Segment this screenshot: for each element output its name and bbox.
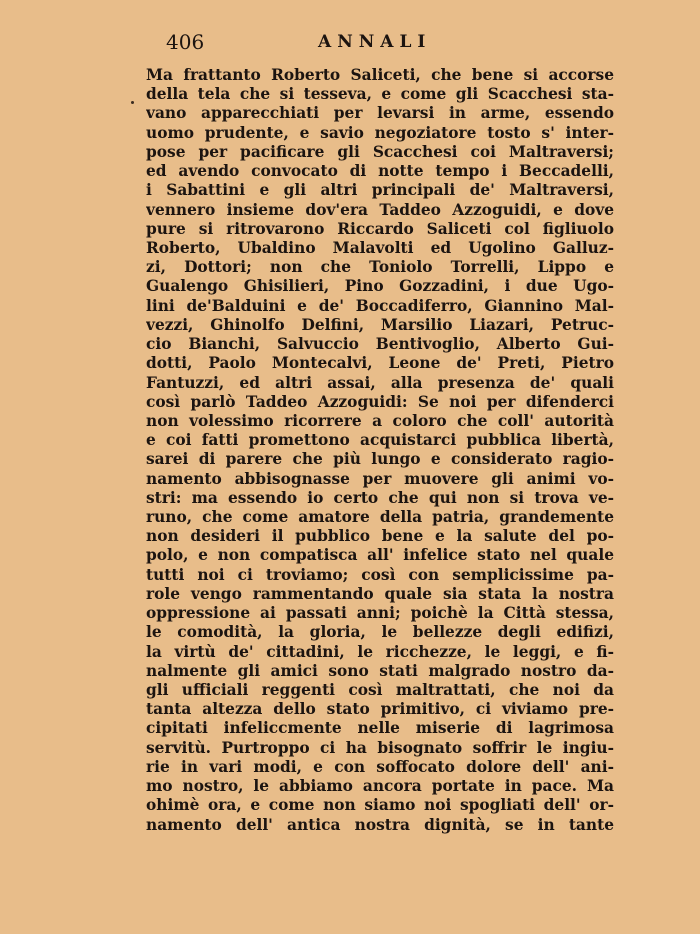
text-line: polo, e non compatisca all' infelice stato nel quale (146, 546, 614, 565)
text-line: tanta altezza dello stato primitivo, ci viviamo pre- (146, 700, 614, 719)
text-line: pure si ritrovarono Riccardo Saliceti col figliuolo (146, 219, 614, 238)
text-line: tutti noi ci troviamo; così con semplicissime pa- (146, 565, 614, 584)
text-line: Fantuzzi, ed altri assai, alla presenza de' quali (146, 373, 614, 392)
text-line: i Sabattini e gli altri principali de' Maltraversi, (146, 181, 614, 200)
text-line: non volessimo ricorrere a coloro che coll' autorità (146, 411, 614, 430)
text-line: non desideri il pubblico bene e la salute del po- (146, 527, 614, 546)
text-line: vano apparecchiati per levarsi in arme, essendo (146, 104, 614, 123)
text-line: lini de'Balduini e de' Boccadiferro, Giannino Mal- (146, 296, 614, 315)
text-line: così parlò Taddeo Azzoguidi: Se noi per difenderci (146, 392, 614, 411)
text-line: rie in vari modi, e con soffocato dolore dell' ani- (146, 757, 614, 776)
text-line: sarei di parere che più lungo e considerato ragio- (146, 450, 614, 469)
text-line: ohimè ora, e come non siamo noi spogliati dell' or- (146, 796, 614, 815)
text-line: Roberto, Ubaldino Malavolti ed Ugolino Galluz- (146, 238, 614, 257)
text-line: e coi fatti promettono acquistarci pubblica libertà, (146, 431, 614, 450)
page-number: 406 (166, 30, 205, 54)
text-line: della tela che si tesseva, e come gli Scacchesi sta- (146, 85, 614, 104)
text-line: role vengo rammentando quale sia stata la nostra (146, 584, 614, 603)
text-line: uomo prudente, e savio negoziatore tosto s' inter- (146, 123, 614, 142)
text-line: servitù. Purtroppo ci ha bisognato soffrir le ingiu- (146, 738, 614, 757)
body-text (146, 66, 614, 835)
running-title: ANNALI (318, 32, 432, 52)
text-line: oppressione ai passati anni; poichè la Città stessa, (146, 604, 614, 623)
text-line: le comodità, la gloria, le bellezze degli edifizi, (146, 623, 614, 642)
ink-speck (131, 101, 134, 104)
text-line: vezzi, Ghinolfo Delfini, Marsilio Liazari, Petruc- (146, 315, 614, 334)
text-line: cipitati infeliccmente nelle miserie di lagrimosa (146, 719, 614, 738)
text-line: vennero insieme dov'era Taddeo Azzoguidi, e dove (146, 200, 614, 219)
text-line: zi, Dottori; non che Toniolo Torrelli, Lippo e (146, 258, 614, 277)
text-line: pose per pacificare gli Scacchesi coi Maltraversi; (146, 142, 614, 161)
text-line: runo, che come amatore della patria, grandemente (146, 508, 614, 527)
page-header (146, 30, 614, 60)
text-line: cio Bianchi, Salvuccio Bentivoglio, Alberto Gui- (146, 335, 614, 354)
text-line: stri: ma essendo io certo che qui non si trova ve- (146, 488, 614, 507)
text-line: ed avendo convocato di notte tempo i Beccadelli, (146, 162, 614, 181)
text-line: Gualengo Ghisilieri, Pino Gozzadini, i due Ugo- (146, 277, 614, 296)
text-line: mo nostro, le abbiamo ancora portate in pace. Ma (146, 777, 614, 796)
text-line: dotti, Paolo Montecalvi, Leone de' Preti, Pietro (146, 354, 614, 373)
text-line: la virtù de' cittadini, le ricchezze, le leggi, e fi- (146, 642, 614, 661)
text-line: namento abbisognasse per muovere gli animi vo- (146, 469, 614, 488)
text-line: gli ufficiali reggenti così maltrattati, che noi da (146, 681, 614, 699)
text-line: Ma frattanto Roberto Saliceti, che bene si accorse (146, 66, 614, 84)
text-line: namento dell' antica nostra dignità, se in tante (146, 815, 614, 834)
text-line: nalmente gli amici sono stati malgrado nostro da- (146, 661, 614, 680)
